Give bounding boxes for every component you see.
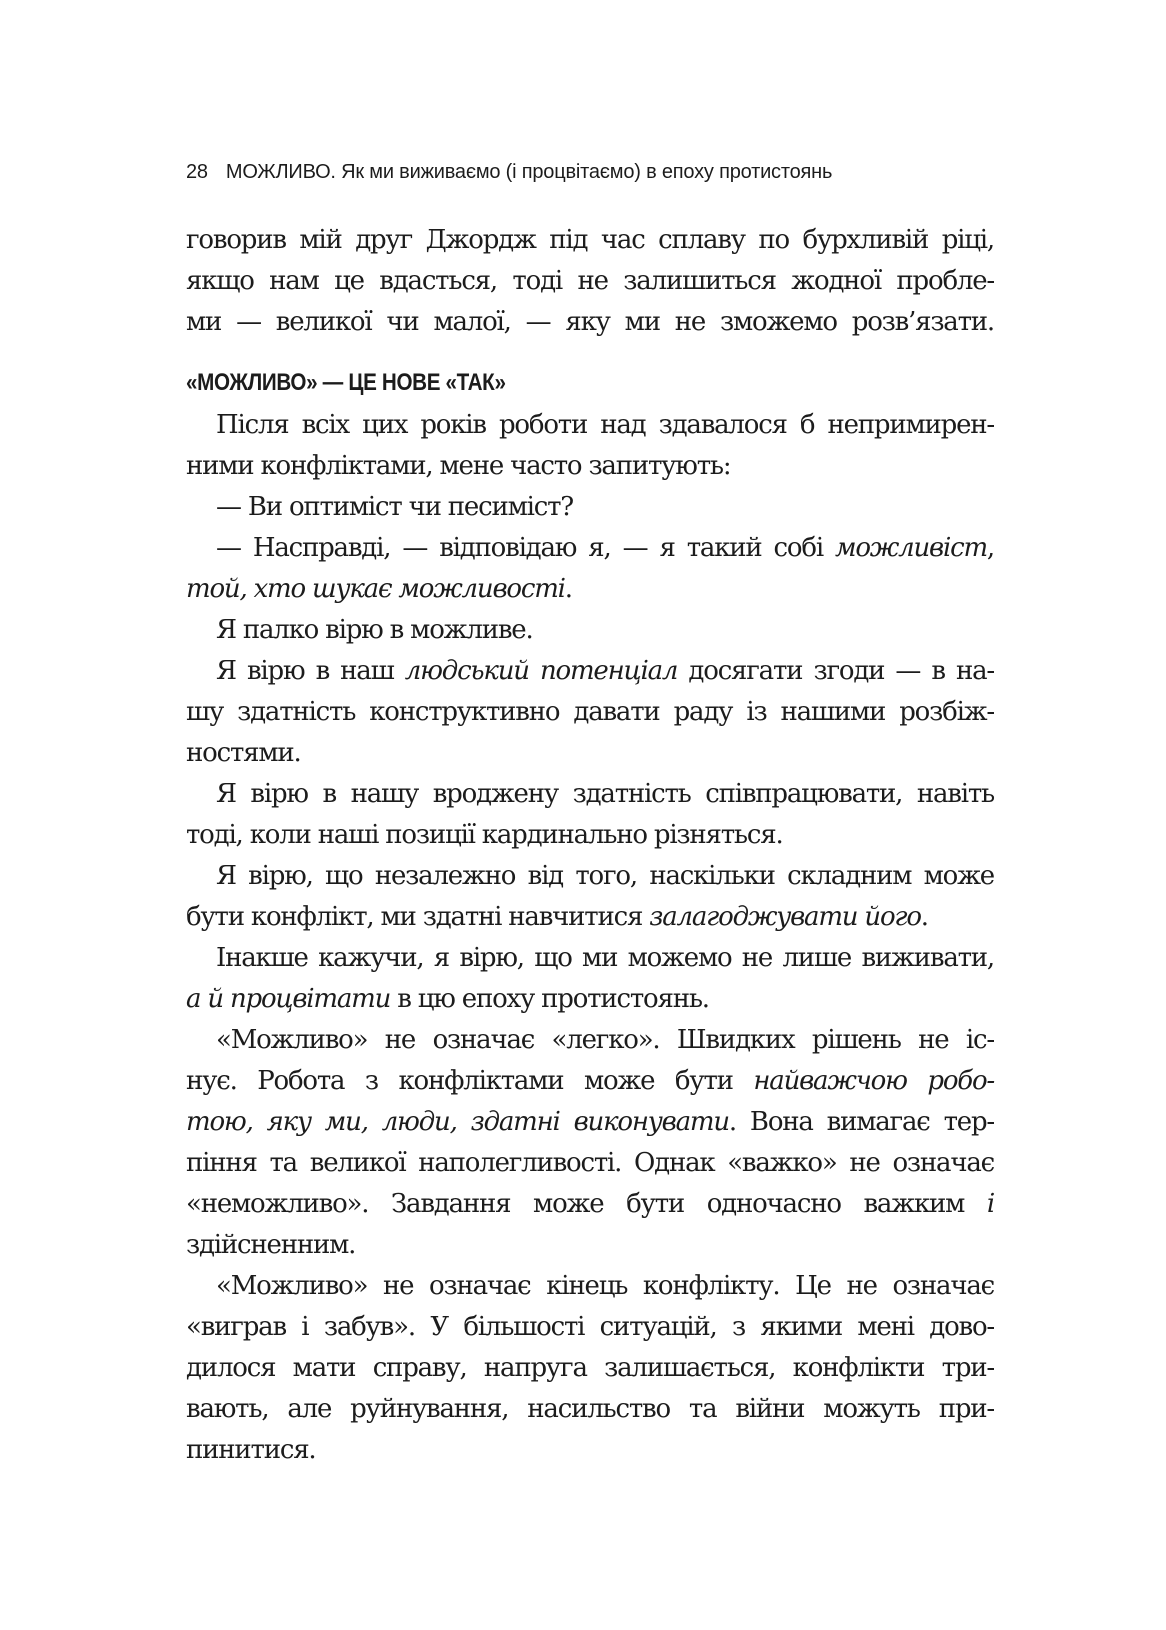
running-header (186, 160, 832, 184)
text-line: говорив мій друг Джордж під час сплаву по бурхливій ріці, (186, 225, 994, 255)
text-line: вають, але руйнування, насильство та війни можуть при- (186, 1394, 994, 1424)
text-line: Я вірю в нашу вроджену здатність співпрацювати, навіть (216, 779, 994, 809)
intro-paragraph (186, 220, 994, 343)
text-line: «Можливо» не означає «легко». Швидких рішень не іс- (216, 1025, 994, 1055)
text-line: Інакше кажучи, я вірю, що ми можемо не лише виживати, (216, 943, 994, 973)
running-title: МОЖЛИВО. Як ми виживаємо (і процвітаємо) в епоху протистоянь (225, 161, 833, 183)
italic-phrase: а й процвітати (186, 984, 391, 1014)
body-text (186, 405, 994, 1471)
text-line: нує. Робота з конфліктами може бути найважчою робо- (186, 1066, 994, 1096)
text-line: дилося мати справу, напруга залишається, конфлікти три- (186, 1353, 994, 1383)
italic-phrase: залагоджувати його (649, 902, 921, 932)
text-line: — Насправді, — відповідаю я, — я такий собі можливіст, (216, 533, 994, 563)
text-line: Я палко вірю в можливе. (216, 615, 533, 645)
text-line: «виграв і забув». У більшості ситуацій, з якими мені дово- (186, 1312, 994, 1342)
text-line: ностями. (186, 738, 301, 768)
italic-phrase: тою, яку ми, люди, здатні виконувати (186, 1107, 729, 1137)
text-line: ми — великої чи малої, — яку ми не зможемо розв’язати. (186, 307, 994, 337)
text-line: піння та великої наполегливості. Однак «важко» не означає (186, 1148, 994, 1178)
text-line: якщо нам це вдасться, тоді не залишиться жодної пробле- (186, 266, 994, 296)
text-line: Після всіх цих років роботи над здавалося б непримирен- (216, 410, 994, 440)
text-line: шу здатність конструктивно давати раду із нашими розбіж- (186, 697, 994, 727)
italic-phrase: людський потенціал (404, 656, 678, 686)
text-line: тою, яку ми, люди, здатні виконувати. Вона вимагає тер- (186, 1107, 994, 1137)
text-line: а й процвітати в цю епоху протистоянь. (186, 984, 709, 1014)
italic-term: можливіст (834, 533, 987, 563)
italic-phrase: той, хто шукає можливості (186, 574, 565, 604)
text-line: здійсненним. (186, 1230, 356, 1260)
text-line: ними конфліктами, мене часто запитують: (186, 451, 731, 481)
text-line: — Ви оптиміст чи песиміст? (216, 492, 574, 522)
text-line: пинитися. (186, 1435, 316, 1465)
text-line: той, хто шукає можливості. (186, 574, 572, 604)
text-line: Я вірю в наш людський потенціал досягати згоди — в на- (216, 656, 995, 686)
section-heading: «МОЖЛИВО» — ЦЕ НОВЕ «ТАК» (186, 369, 506, 396)
text-line: тоді, коли наші позиції кардинально різняться. (186, 820, 783, 850)
text-line: Я вірю, що незалежно від того, наскільки складним може (216, 861, 994, 891)
italic-phrase: найважчою робо- (753, 1066, 994, 1096)
text-line: «неможливо». Завдання може бути одночасно важким і (186, 1189, 994, 1219)
text-line: «Можливо» не означає кінець конфлікту. Це не означає (216, 1271, 994, 1301)
italic-word: і (986, 1189, 994, 1219)
text-line: бути конфлікт, ми здатні навчитися залагоджувати його. (186, 902, 928, 932)
page-number: 28 (186, 161, 208, 183)
